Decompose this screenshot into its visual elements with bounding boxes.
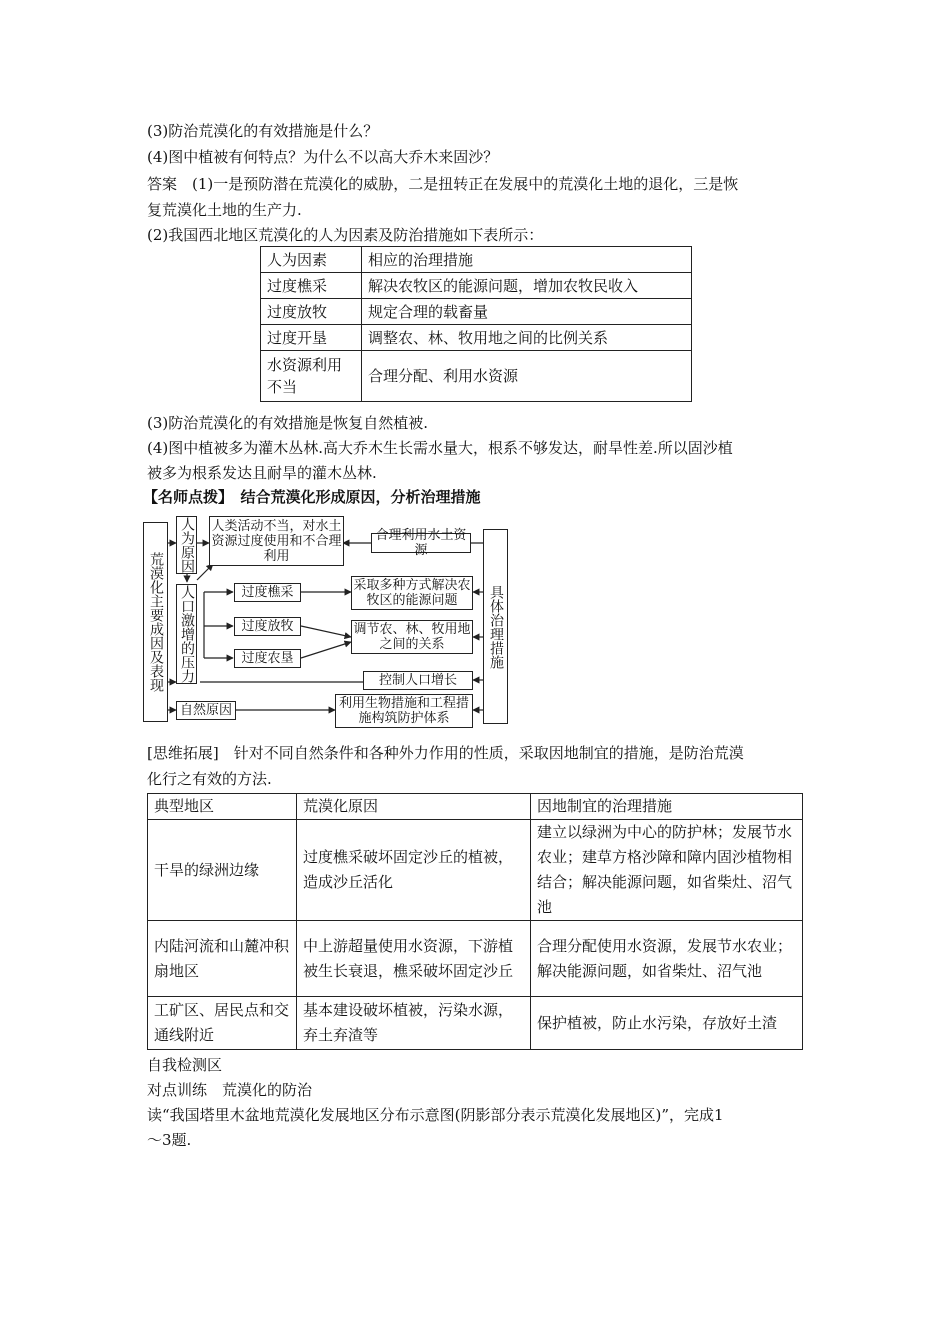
answer-3: (3)防治荒漠化的有效措施是恢复自然植被.: [147, 414, 429, 432]
table-header: 因地制宜的治理措施: [531, 794, 803, 820]
water-measure-box: 合理利用水土资源: [371, 533, 471, 553]
self-check-heading: 自我检测区: [147, 1056, 223, 1074]
question-3: (3)防治荒漠化的有效措施是什么？: [147, 122, 379, 140]
extension-line-1: [思维拓展] 针对不同自然条件和各种外力作用的性质，采取因地制宜的措施，是防治荒漠: [147, 744, 744, 762]
table-row: [148, 921, 803, 997]
question-4: (4)图中植被有何特点？为什么不以高大乔木来固沙？: [147, 148, 499, 166]
answer-2: (2)我国西北地区荒漠化的人为因素及防治措施如下表所示：: [147, 226, 544, 244]
overgraze-box: 过度放牧: [234, 617, 301, 636]
table-cell: 工矿区、居民点和交通线附近: [148, 997, 297, 1050]
table-row: [261, 351, 692, 402]
table-row: [261, 247, 692, 273]
table-cell: 建立以绿洲为中心的防护林；发展节水农业；建草方格沙障和障内固沙植物相结合；解决能源问题，如省柴灶、沼气池: [531, 820, 803, 921]
table-cell: 相应的治理措施: [362, 247, 692, 273]
population-measure-box: 控制人口增长: [363, 671, 473, 690]
reading-prompt-2: ～3题.: [147, 1131, 192, 1149]
table-cell: 过度樵采破坏固定沙丘的植被，造成沙丘活化: [297, 820, 531, 921]
table-row: [261, 299, 692, 325]
table-cell: 保护植被，防止水污染，存放好土渣: [531, 997, 803, 1050]
answer-1a: 答案 (1)一是预防潜在荒漠化的威胁，二是扭转正在发展中的荒漠化土地的退化，三是恢: [147, 175, 739, 193]
measures-box: 具体治理措施: [483, 529, 508, 724]
table-header-row: [148, 794, 803, 820]
bio-measure-box: 利用生物措施和工程措施构筑防护体系: [335, 694, 473, 728]
teacher-tip-heading: 【名师点拨】 结合荒漠化形成原因，分析治理措施: [143, 488, 481, 506]
regional-measures-table: [147, 793, 803, 1050]
human-cause-box: 人为原因: [176, 516, 197, 574]
table-cell: 基本建设破坏植被，污染水源，弃土弃渣等: [297, 997, 531, 1050]
table-row: [148, 820, 803, 921]
reading-prompt-1: 读“我国塔里木盆地荒漠化发展地区分布示意图(阴影部分表示荒漠化发展地区)”，完成1: [147, 1106, 724, 1124]
table-cell: 人为因素: [261, 247, 362, 273]
desertification-diagram: [143, 514, 513, 724]
answer-4b: 被多为根系发达且耐旱的灌木丛林.: [147, 464, 377, 482]
natural-cause-box: 自然原因: [176, 701, 236, 720]
extension-line-2: 化行之有效的方法.: [147, 770, 272, 788]
table-cell: 过度开垦: [261, 325, 362, 351]
energy-measure-box: 采取多种方式解决农牧区的能源问题: [351, 576, 473, 610]
table-cell: 规定合理的载畜量: [362, 299, 692, 325]
table-row: [148, 997, 803, 1050]
table-cell: 干旱的绿洲边缘: [148, 820, 297, 921]
population-box: 人口激增的压力: [176, 584, 197, 684]
answer-1b: 复荒漠化土地的生产力.: [147, 201, 302, 219]
ratio-measure-box: 调节农、林、牧用地之间的关系: [351, 620, 473, 654]
table-cell: 过度樵采: [261, 273, 362, 299]
overcut-box: 过度樵采: [234, 583, 301, 602]
table-row: [261, 273, 692, 299]
table-cell: 解决农牧区的能源问题，增加农牧民收入: [362, 273, 692, 299]
overfarm-box: 过度农垦: [234, 649, 301, 668]
answer-4a: (4)图中植被多为灌木丛林.高大乔木生长需水量大，根系不够发达，耐旱性差.所以固沙植: [147, 439, 733, 457]
table-cell: 过度放牧: [261, 299, 362, 325]
table-cell: 中上游超量使用水资源，下游植被生长衰退，樵采破坏固定沙丘: [297, 921, 531, 997]
table-cell: 合理分配、利用水资源: [362, 351, 692, 402]
causes-box: 荒漠化主要成因及表现: [143, 522, 168, 722]
human-activity-box: 人类活动不当，对水土资源过度使用和不合理利用: [209, 516, 344, 566]
table-header: 荒漠化原因: [297, 794, 531, 820]
table-cell: 内陆河流和山麓冲积扇地区: [148, 921, 297, 997]
table-cell: 合理分配使用水资源，发展节水农业；解决能源问题，如省柴灶、沼气池: [531, 921, 803, 997]
human-factor-table: [260, 246, 692, 402]
table-cell: 水资源利用不当: [261, 351, 362, 402]
table-header: 典型地区: [148, 794, 297, 820]
table-cell: 调整农、林、牧用地之间的比例关系: [362, 325, 692, 351]
table-row: [261, 325, 692, 351]
practice-heading: 对点训练 荒漠化的防治: [147, 1081, 313, 1099]
